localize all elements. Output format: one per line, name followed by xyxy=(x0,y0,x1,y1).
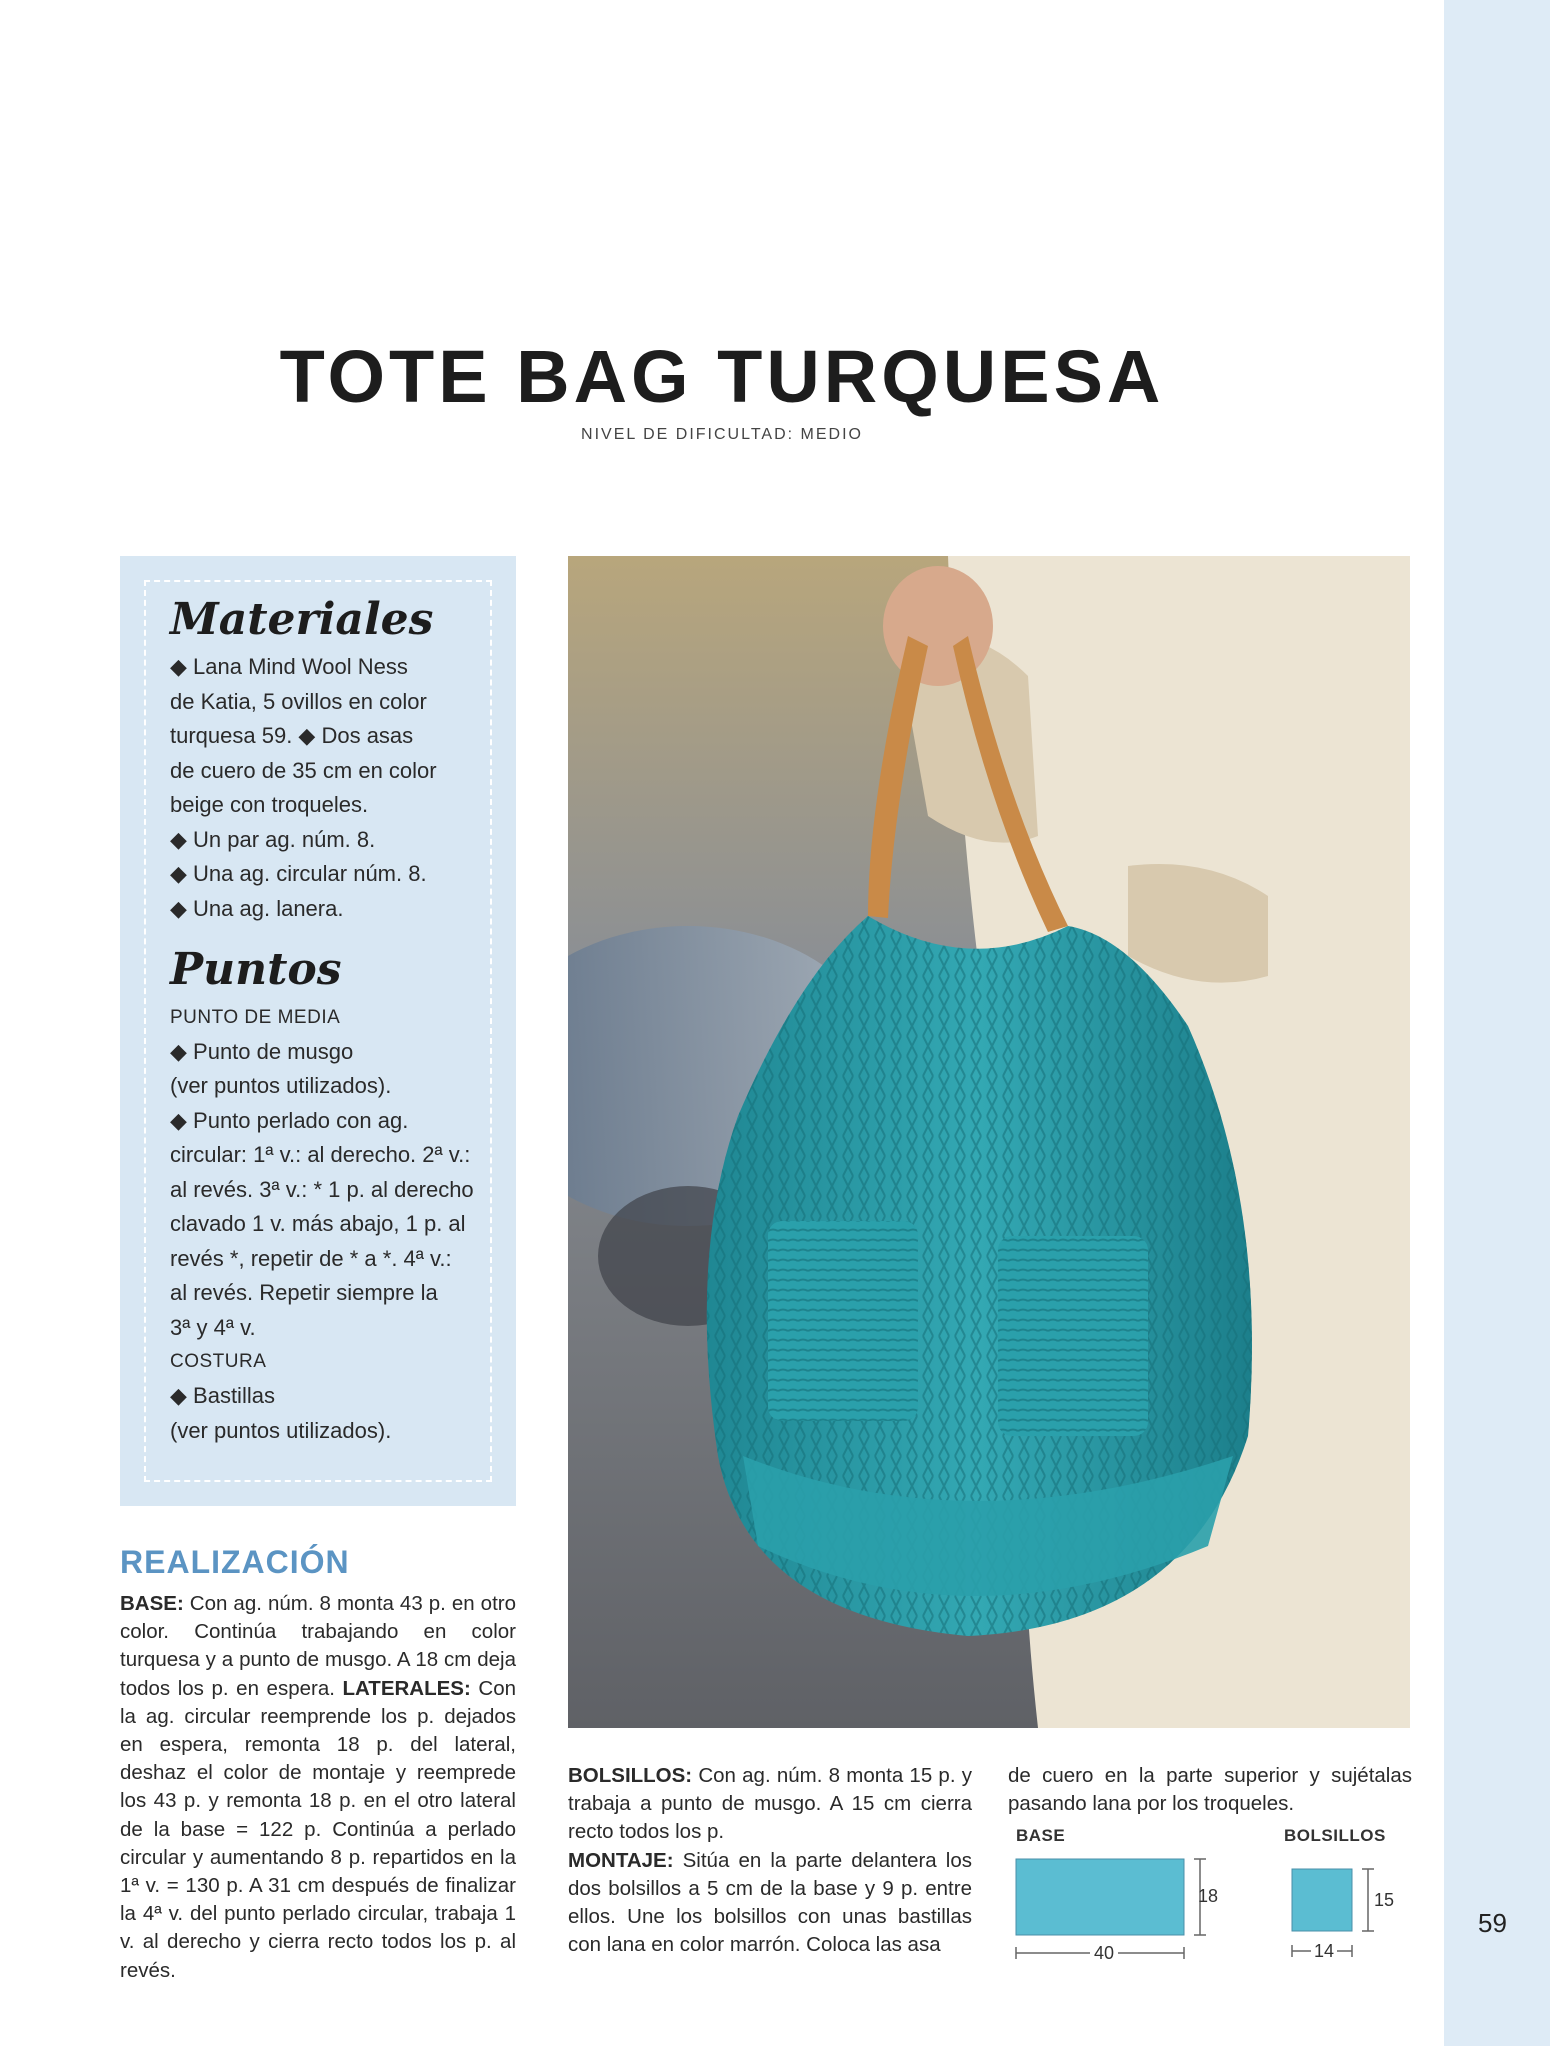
page-title: TOTE BAG TURQUESA xyxy=(279,335,1165,418)
left-pocket-texture xyxy=(768,1221,918,1421)
puntos-line: clavado 1 v. más abajo, 1 p. al xyxy=(170,1211,466,1237)
instructions-column-2 xyxy=(568,1762,972,1959)
puntos-heading: Puntos xyxy=(170,944,342,996)
pocket-height-value: 15 xyxy=(1374,1890,1395,1910)
puntos-line: (ver puntos utilizados). xyxy=(170,1073,392,1099)
right-pocket-texture xyxy=(998,1236,1148,1436)
materials-line: beige con troqueles. xyxy=(170,792,369,818)
puntos-line: 3ª y 4ª v. xyxy=(170,1314,256,1340)
pocket-rectangle xyxy=(1292,1869,1352,1931)
materials-content xyxy=(170,596,500,1448)
materials-line: ◆ Una ag. lanera. xyxy=(170,895,344,921)
puntos-line: ◆ Punto de musgo xyxy=(170,1038,354,1064)
instructions-column-3 xyxy=(1008,1762,1412,1818)
side-color-band xyxy=(1444,0,1550,2046)
materials-line: turquesa 59. ◆ Dos asas xyxy=(170,723,414,749)
title-block xyxy=(0,335,1444,444)
montaje-text: Sitúa en la parte delantera los dos bolsillos a 5 cm de la base y 9 p. entre ellos. Une los bolsillos con unas bastillas con lana en color marrón. Coloca las asa xyxy=(568,1848,972,1957)
base-text: Con ag. núm. 8 monta 43 p. en otro color. Continúa trabajando en color turquesa y a punto de musgo. A 18 cm deja todos los p. en espera. xyxy=(120,1592,516,1700)
puntos-line: revés *, repetir de * a *. 4ª v.: xyxy=(170,1245,452,1271)
pocket-height-dimension xyxy=(1362,1869,1374,1931)
puntos-subheading: PUNTO DE MEDIA xyxy=(170,1006,341,1028)
puntos-line: al revés. 3ª v.: * 1 p. al derecho xyxy=(170,1176,474,1202)
schema-pocket-label: BOLSILLOS xyxy=(1284,1826,1386,1845)
laterales-text: Con la ag. circular reemprende los p. dejados en espera, remonta 18 p. del lateral, deshaz el color de montaje y reemprede los 43 p. y remonta 18 p. en el otro lateral de la base = 122 p. Continúa a perlado circular y aumentando 8 p. repartidos en la 1ª v. = 130 p. A 31 cm después de finalizar la 4ª v. del punto perlado circular, trabaja 1 v. al derecho y cierra recto todos los p. al revés. xyxy=(120,1676,516,1982)
bolsillos-text: Con ag. núm. 8 monta 15 p. y trabaja a punto de musgo. A 15 cm cierra recto todos los p. xyxy=(568,1764,972,1844)
puntos-line: ◆ Punto perlado con ag. xyxy=(170,1107,409,1133)
materials-box xyxy=(120,556,516,1506)
montaje-label: MONTAJE: xyxy=(568,1848,674,1872)
difficulty-label: NIVEL DE DIFICULTAD: MEDIO xyxy=(581,426,863,443)
laterales-label: LATERALES: xyxy=(342,1676,471,1700)
materials-list xyxy=(170,650,500,926)
instructions-column-1 xyxy=(120,1590,516,1985)
base-label: BASE: xyxy=(120,1592,184,1615)
tote-bag-photo xyxy=(568,556,1410,1728)
base-width-value: 40 xyxy=(1090,1943,1118,1964)
materials-line: ◆ Un par ag. núm. 8. xyxy=(170,826,376,852)
materials-line: de cuero de 35 cm en color xyxy=(170,757,437,783)
materials-heading: Materiales xyxy=(170,594,434,645)
hand xyxy=(883,566,993,686)
materials-line: ◆ Lana Mind Wool Ness xyxy=(170,654,408,680)
base-rectangle xyxy=(1016,1859,1184,1935)
bolsillos-label: BOLSILLOS: xyxy=(568,1764,693,1787)
materials-line: de Katia, 5 ovillos en color xyxy=(170,688,427,714)
pocket-width-value: 14 xyxy=(1311,1941,1337,1962)
schema-base-label: BASE xyxy=(1016,1826,1066,1845)
realizacion-heading: REALIZACIÓN xyxy=(120,1544,350,1580)
page-number: 59 xyxy=(1478,1908,1507,1938)
montaje-continued-text: de cuero en la parte superior y sujétalas pasando lana por los troqueles. xyxy=(1008,1764,1412,1816)
puntos-line: al revés. Repetir siempre la xyxy=(170,1280,438,1306)
puntos-line: circular: 1ª v.: al derecho. 2ª v.: xyxy=(170,1142,471,1168)
costura-subheading: COSTURA xyxy=(170,1351,267,1373)
measurement-schema xyxy=(1000,1855,1420,1965)
costura-list xyxy=(170,1379,500,1448)
photo-illustration xyxy=(568,556,1410,1728)
costura-line: (ver puntos utilizados). xyxy=(170,1417,392,1443)
puntos-list xyxy=(170,1035,500,1346)
costura-line: ◆ Bastillas xyxy=(170,1383,275,1409)
materials-line: ◆ Una ag. circular núm. 8. xyxy=(170,861,427,887)
base-height-value: 18 xyxy=(1198,1886,1219,1906)
